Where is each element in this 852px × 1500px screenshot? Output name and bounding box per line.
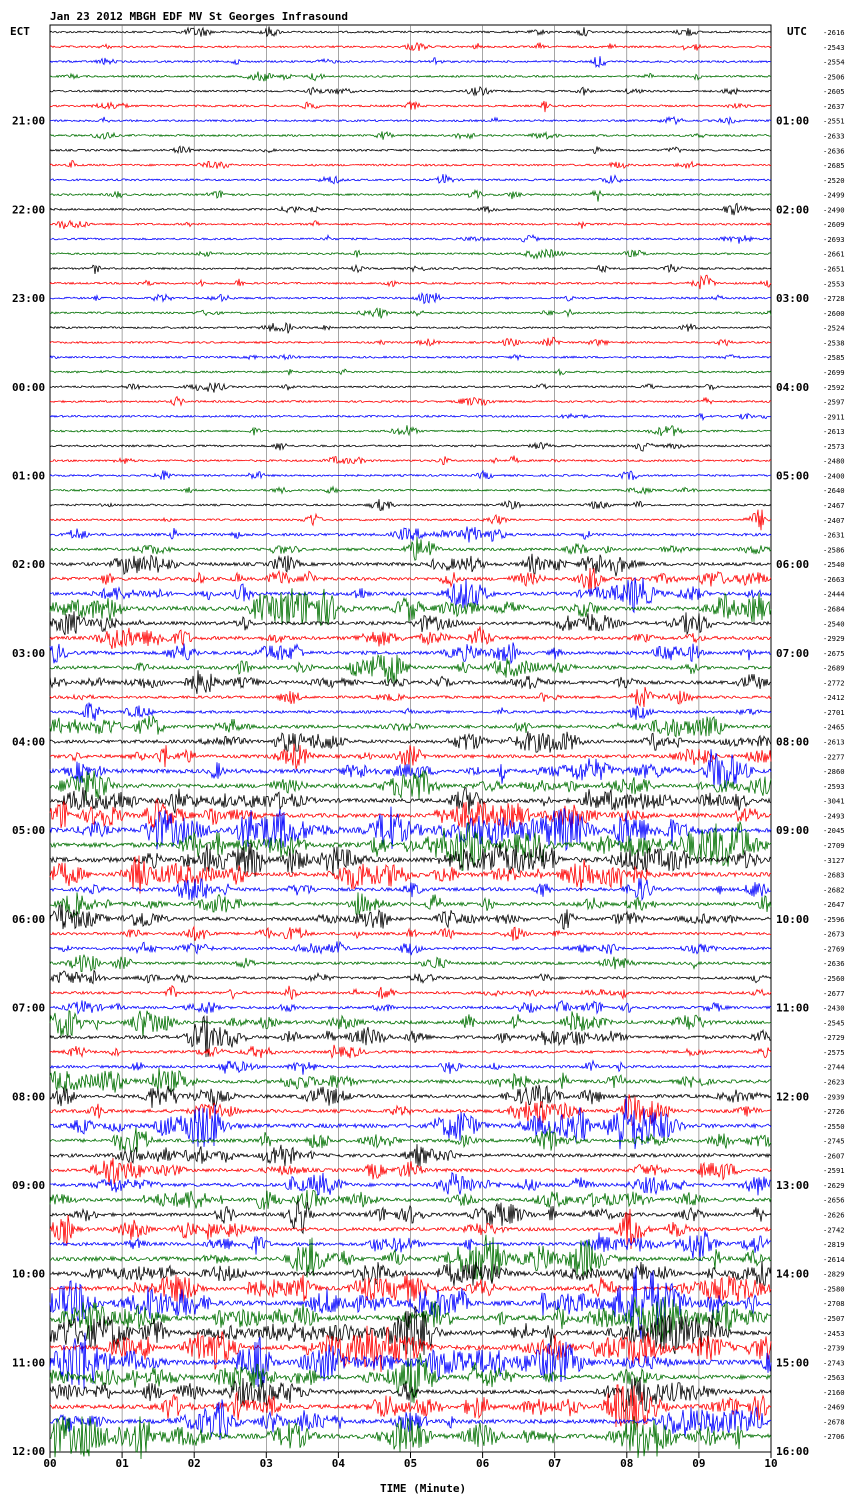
trace-offset-label: -2683 (823, 870, 845, 880)
trace-offset-label: -2829 (823, 1269, 845, 1279)
trace-offset-label: -2580 (823, 1284, 845, 1294)
trace-offset-label: -2605 (823, 87, 845, 97)
trace-offset-label: -2545 (823, 1018, 845, 1028)
left-hour-label: 08:00 (12, 1090, 46, 1104)
x-tick-label: 06 (475, 1457, 490, 1470)
x-tick-label: 10 (764, 1457, 778, 1470)
trace-offset-label: -2575 (823, 1047, 845, 1057)
trace-offset-label: -2637 (823, 101, 845, 111)
trace-offset-label: -2626 (823, 1210, 845, 1220)
x-tick-label: 04 (331, 1457, 346, 1470)
trace-offset-label: -2550 (823, 1121, 845, 1131)
trace-offset-label: -2499 (823, 190, 845, 200)
left-timezone-label: ECT (10, 25, 30, 38)
right-hour-label: 03:00 (776, 292, 810, 306)
left-hour-label: 04:00 (12, 735, 46, 749)
x-tick-label: 01 (115, 1457, 129, 1470)
left-hour-label: 06:00 (12, 912, 46, 926)
x-tick-label: 02 (187, 1457, 201, 1470)
right-hour-label: 08:00 (776, 735, 810, 749)
trace-offset-label: -2636 (823, 146, 845, 156)
left-hour-label: 12:00 (12, 1445, 46, 1458)
trace-offset-label: -2677 (823, 988, 845, 998)
trace-offset-label: -2613 (823, 737, 845, 747)
left-hour-label: 11:00 (12, 1356, 46, 1370)
trace-offset-label: -2629 (823, 1180, 845, 1190)
trace-offset-label: -2647 (823, 900, 845, 910)
trace-offset-label: -2682 (823, 885, 845, 895)
right-hour-label: 10:00 (776, 912, 810, 926)
trace-offset-label: -2543 (823, 42, 845, 52)
trace-offset-label: -2480 (823, 456, 845, 466)
trace-offset-label: -2520 (823, 175, 845, 185)
x-tick-label: 07 (548, 1457, 562, 1470)
trace-offset-label: -2939 (823, 1092, 845, 1102)
right-timezone-label: UTC (787, 25, 807, 38)
trace-offset-label: -2663 (823, 574, 845, 584)
trace-offset-label: -2699 (823, 367, 845, 377)
right-hour-label: 07:00 (776, 646, 810, 660)
trace-offset-label: -2706 (823, 1432, 845, 1442)
trace-offset-label: -2636 (823, 959, 845, 969)
right-hour-label: 11:00 (776, 1001, 810, 1015)
trace-offset-label: -2745 (823, 1136, 845, 1146)
trace-offset-label: -3041 (823, 796, 845, 806)
trace-offset-label: -2490 (823, 205, 845, 215)
trace-offset-label: -2640 (823, 486, 845, 496)
trace-offset-label: -2616 (823, 28, 845, 37)
trace-offset-label: -2591 (823, 1166, 845, 1176)
right-hour-label: 13:00 (776, 1178, 810, 1192)
trace-offset-label: -2540 (823, 560, 845, 570)
trace-offset-label: -2407 (823, 515, 845, 525)
right-hour-label: 14:00 (776, 1267, 810, 1281)
x-tick-label: 00 (43, 1457, 57, 1470)
trace-offset-label: -2400 (823, 471, 845, 481)
x-tick-label: 05 (403, 1457, 418, 1470)
left-hour-label: 09:00 (12, 1178, 46, 1192)
trace-offset-label: -2597 (823, 397, 845, 407)
trace-offset-label: -2469 (823, 1402, 845, 1412)
trace-offset-label: -2586 (823, 545, 845, 555)
trace-offset-label: -2623 (823, 1077, 845, 1087)
trace-offset-label: -2709 (823, 840, 845, 850)
trace-offset-label: -2573 (823, 441, 845, 451)
trace-offset-label: -2742 (823, 1225, 845, 1235)
trace-offset-label: -2540 (823, 619, 845, 629)
left-hour-label: 10:00 (12, 1267, 46, 1281)
x-tick-label: 03 (259, 1457, 273, 1470)
trace-offset-label: -2493 (823, 811, 845, 821)
trace-offset-label: -2693 (823, 234, 845, 244)
trace-offset-label: -2560 (823, 974, 845, 983)
trace-offset-label: -2596 (823, 914, 845, 924)
trace-offset-label: -2551 (823, 116, 845, 126)
trace-offset-label: -3127 (823, 855, 845, 865)
trace-offset-label: -2607 (823, 1151, 845, 1161)
trace-offset-label: -2673 (823, 929, 845, 939)
trace-offset-label: -2277 (823, 752, 845, 762)
trace-offset-label: -2600 (823, 308, 845, 318)
x-tick-label: 08 (620, 1457, 634, 1470)
trace-offset-label: -2651 (823, 264, 845, 274)
right-hour-label: 01:00 (776, 114, 810, 128)
trace-offset-label: -2729 (823, 1033, 845, 1043)
trace-offset-label: -2772 (823, 678, 845, 688)
trace-offset-label: -2585 (823, 353, 845, 363)
trace-offset-label: -2467 (823, 501, 845, 510)
left-hour-label: 07:00 (12, 1001, 46, 1015)
trace-offset-label: -2506 (823, 72, 845, 82)
left-hour-label: 00:00 (12, 380, 46, 394)
trace-offset-label: -2689 (823, 663, 845, 673)
trace-offset-label: -2430 (823, 1003, 845, 1013)
trace-offset-label: -2860 (823, 767, 845, 777)
trace-offset-label: -2554 (823, 57, 845, 67)
trace-offset-label: -2453 (823, 1328, 845, 1338)
trace-offset-label: -2911 (823, 412, 845, 422)
trace-offset-label: -2592 (823, 382, 845, 392)
trace-offset-label: -2675 (823, 648, 845, 658)
trace-offset-label: -2656 (823, 1195, 845, 1205)
trace-offset-label: -2613 (823, 427, 845, 437)
trace-offset-label: -2563 (823, 1373, 845, 1383)
trace-offset-label: -2045 (823, 826, 845, 836)
right-hour-label: 02:00 (776, 203, 810, 217)
x-tick-label: 09 (692, 1457, 706, 1470)
trace-offset-label: -2609 (823, 220, 845, 230)
trace-offset-label: -2684 (823, 604, 845, 614)
trace-offset-label: -2160 (823, 1387, 845, 1397)
trace-offset-label: -2507 (823, 1313, 845, 1323)
right-hour-label: 16:00 (776, 1445, 810, 1458)
right-hour-label: 09:00 (776, 824, 810, 838)
trace-offset-label: -2593 (823, 781, 845, 791)
left-hour-label: 01:00 (12, 469, 46, 483)
right-hour-label: 05:00 (776, 469, 810, 483)
trace-offset-label: -2538 (823, 338, 845, 348)
left-hour-label: 05:00 (12, 824, 46, 838)
trace-offset-label: -2726 (823, 1107, 845, 1117)
trace-offset-label: -2465 (823, 722, 845, 732)
trace-offset-label: -2633 (823, 131, 845, 141)
trace-offset-label: -2769 (823, 944, 845, 954)
trace-offset-label: -2744 (823, 1062, 845, 1072)
right-hour-label: 06:00 (776, 558, 810, 572)
trace-offset-label: -2685 (823, 161, 845, 171)
trace-offset-label: -2678 (823, 1417, 845, 1427)
trace-offset-label: -2444 (823, 589, 845, 599)
trace-offset-label: -2661 (823, 249, 845, 259)
left-hour-label: 22:00 (12, 203, 46, 217)
left-hour-label: 21:00 (12, 114, 46, 128)
x-axis-title: TIME (Minute) (380, 1482, 467, 1495)
trace-offset-label: -2631 (823, 530, 845, 540)
left-hour-label: 23:00 (12, 292, 46, 306)
trace-offset-label: -2819 (823, 1240, 845, 1250)
left-hour-label: 03:00 (12, 646, 46, 660)
chart-title: Jan 23 2012 MBGH EDF MV St Georges Infrasound (50, 10, 349, 23)
trace-offset-label: -2412 (823, 693, 845, 703)
trace-offset-label: -2524 (823, 323, 845, 333)
trace-offset-label: -2614 (823, 1254, 845, 1264)
right-hour-label: 12:00 (776, 1090, 810, 1104)
right-hour-label: 15:00 (776, 1356, 810, 1370)
trace-offset-label: -2743 (823, 1358, 845, 1368)
trace-offset-label: -2728 (823, 294, 845, 304)
trace-offset-label: -2701 (823, 707, 845, 717)
trace-offset-label: -2708 (823, 1299, 845, 1309)
right-hour-label: 04:00 (776, 380, 810, 394)
trace-offset-label: -2553 (823, 279, 845, 289)
left-hour-label: 02:00 (12, 558, 46, 572)
trace-offset-label: -2739 (823, 1343, 845, 1353)
trace-offset-label: -2929 (823, 634, 845, 644)
